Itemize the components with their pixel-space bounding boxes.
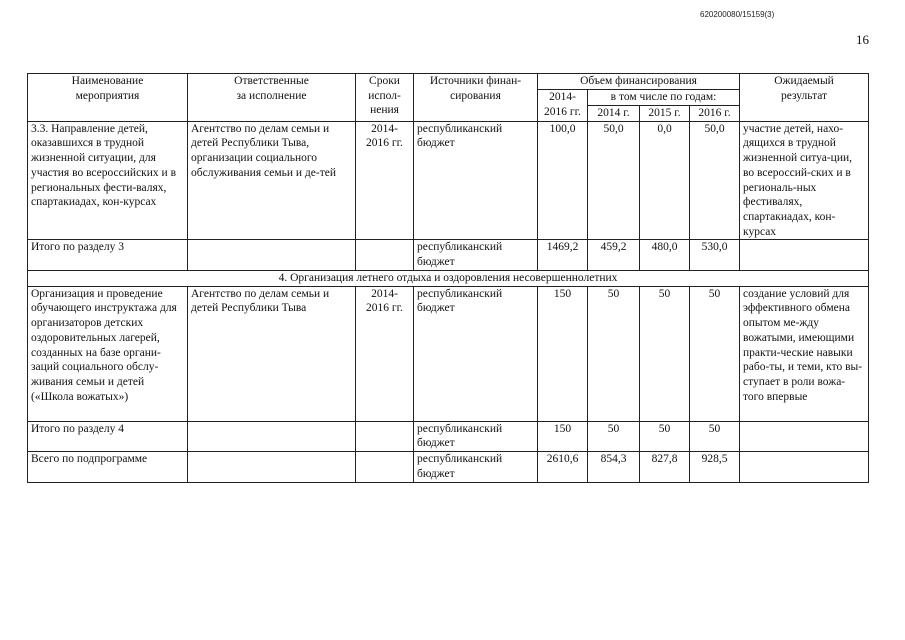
row-name: Итого по разделу 4 — [28, 421, 188, 451]
document-id: 620200080/15159(3) — [700, 10, 775, 19]
funding-table — [27, 73, 869, 483]
row-source: республиканский бюджет — [414, 240, 538, 270]
table-row — [28, 240, 869, 270]
header-volume: Объем финансирования — [538, 74, 740, 90]
page-number: 16 — [856, 32, 869, 47]
header-responsible: Ответственные за исполнение — [188, 74, 356, 122]
row-terms — [356, 240, 414, 270]
header-row-1 — [28, 74, 869, 90]
row-2015: 0,0 — [640, 121, 690, 240]
header-terms: Сроки испол- нения — [356, 74, 414, 122]
header-total: 2014- 2016 гг. — [538, 90, 588, 122]
row-2014: 459,2 — [588, 240, 640, 270]
header-year-2014: 2014 г. — [588, 105, 640, 121]
row-result: создание условий для эффективного обмена опытом ме-жду вожатыми, имеющими практи-ческие навыки рабо-ты, и теми, кто вы-ступает в роли вожа-того впервые — [740, 286, 869, 421]
row-source: республиканский бюджет — [414, 452, 538, 482]
row-2014: 50 — [588, 286, 640, 421]
row-result — [740, 421, 869, 451]
row-responsible: Агентство по делам семьи и детей Республики Тыва, организации социального обслуживания семьи и де-тей — [188, 121, 356, 240]
row-result: участие детей, нахо-дящихся в трудной жизненной ситуа-ции, во всероссий-ских и в региональ-ных фестивалях, спартакиадах, кон-курсах — [740, 121, 869, 240]
row-result — [740, 240, 869, 270]
row-2014: 854,3 — [588, 452, 640, 482]
table-row — [28, 121, 869, 240]
row-terms — [356, 421, 414, 451]
table-row — [28, 421, 869, 451]
row-2016: 530,0 — [690, 240, 740, 270]
table-row — [28, 452, 869, 482]
row-2015: 827,8 — [640, 452, 690, 482]
row-total: 1469,2 — [538, 240, 588, 270]
header-by-years: в том числе по годам: — [588, 90, 740, 106]
row-responsible — [188, 421, 356, 451]
row-name: Всего по подпрограмме — [28, 452, 188, 482]
row-name: Итого по разделу 3 — [28, 240, 188, 270]
header-year-2016: 2016 г. — [690, 105, 740, 121]
row-source: республиканский бюджет — [414, 121, 538, 240]
row-name: 3.3. Направление детей, оказавшихся в трудной жизненной ситуации, для участия во всероссийских и в региональных фести-валях, спартакиадах, кон-курсах — [28, 121, 188, 240]
row-source: республиканский бюджет — [414, 286, 538, 421]
row-total: 150 — [538, 421, 588, 451]
row-2016: 50 — [690, 286, 740, 421]
section-4-title: 4. Организация летнего отдыха и оздоровления несовершеннолетних — [28, 270, 869, 286]
row-result — [740, 452, 869, 482]
row-2015: 480,0 — [640, 240, 690, 270]
row-total: 100,0 — [538, 121, 588, 240]
row-terms: 2014- 2016 гг. — [356, 286, 414, 421]
header-name: Наименование мероприятия — [28, 74, 188, 122]
row-2014: 50 — [588, 421, 640, 451]
row-terms: 2014- 2016 гг. — [356, 121, 414, 240]
row-2016: 50,0 — [690, 121, 740, 240]
row-terms — [356, 452, 414, 482]
section-row — [28, 270, 869, 286]
row-2016: 928,5 — [690, 452, 740, 482]
row-responsible: Агентство по делам семьи и детей Республики Тыва — [188, 286, 356, 421]
table-row — [28, 286, 869, 421]
row-source: республиканский бюджет — [414, 421, 538, 451]
header-sources: Источники финан- сирования — [414, 74, 538, 122]
row-2015: 50 — [640, 421, 690, 451]
row-2015: 50 — [640, 286, 690, 421]
row-total: 2610,6 — [538, 452, 588, 482]
header-year-2015: 2015 г. — [640, 105, 690, 121]
header-result: Ожидаемый результат — [740, 74, 869, 122]
row-responsible — [188, 240, 356, 270]
row-2016: 50 — [690, 421, 740, 451]
row-total: 150 — [538, 286, 588, 421]
row-responsible — [188, 452, 356, 482]
row-2014: 50,0 — [588, 121, 640, 240]
row-name: Организация и проведение обучающего инструктажа для организаторов детских оздоровительных лагерей, созданных на базе органи-заций социального обслу-живания семьи и детей («Школа вожатых») — [28, 286, 188, 421]
